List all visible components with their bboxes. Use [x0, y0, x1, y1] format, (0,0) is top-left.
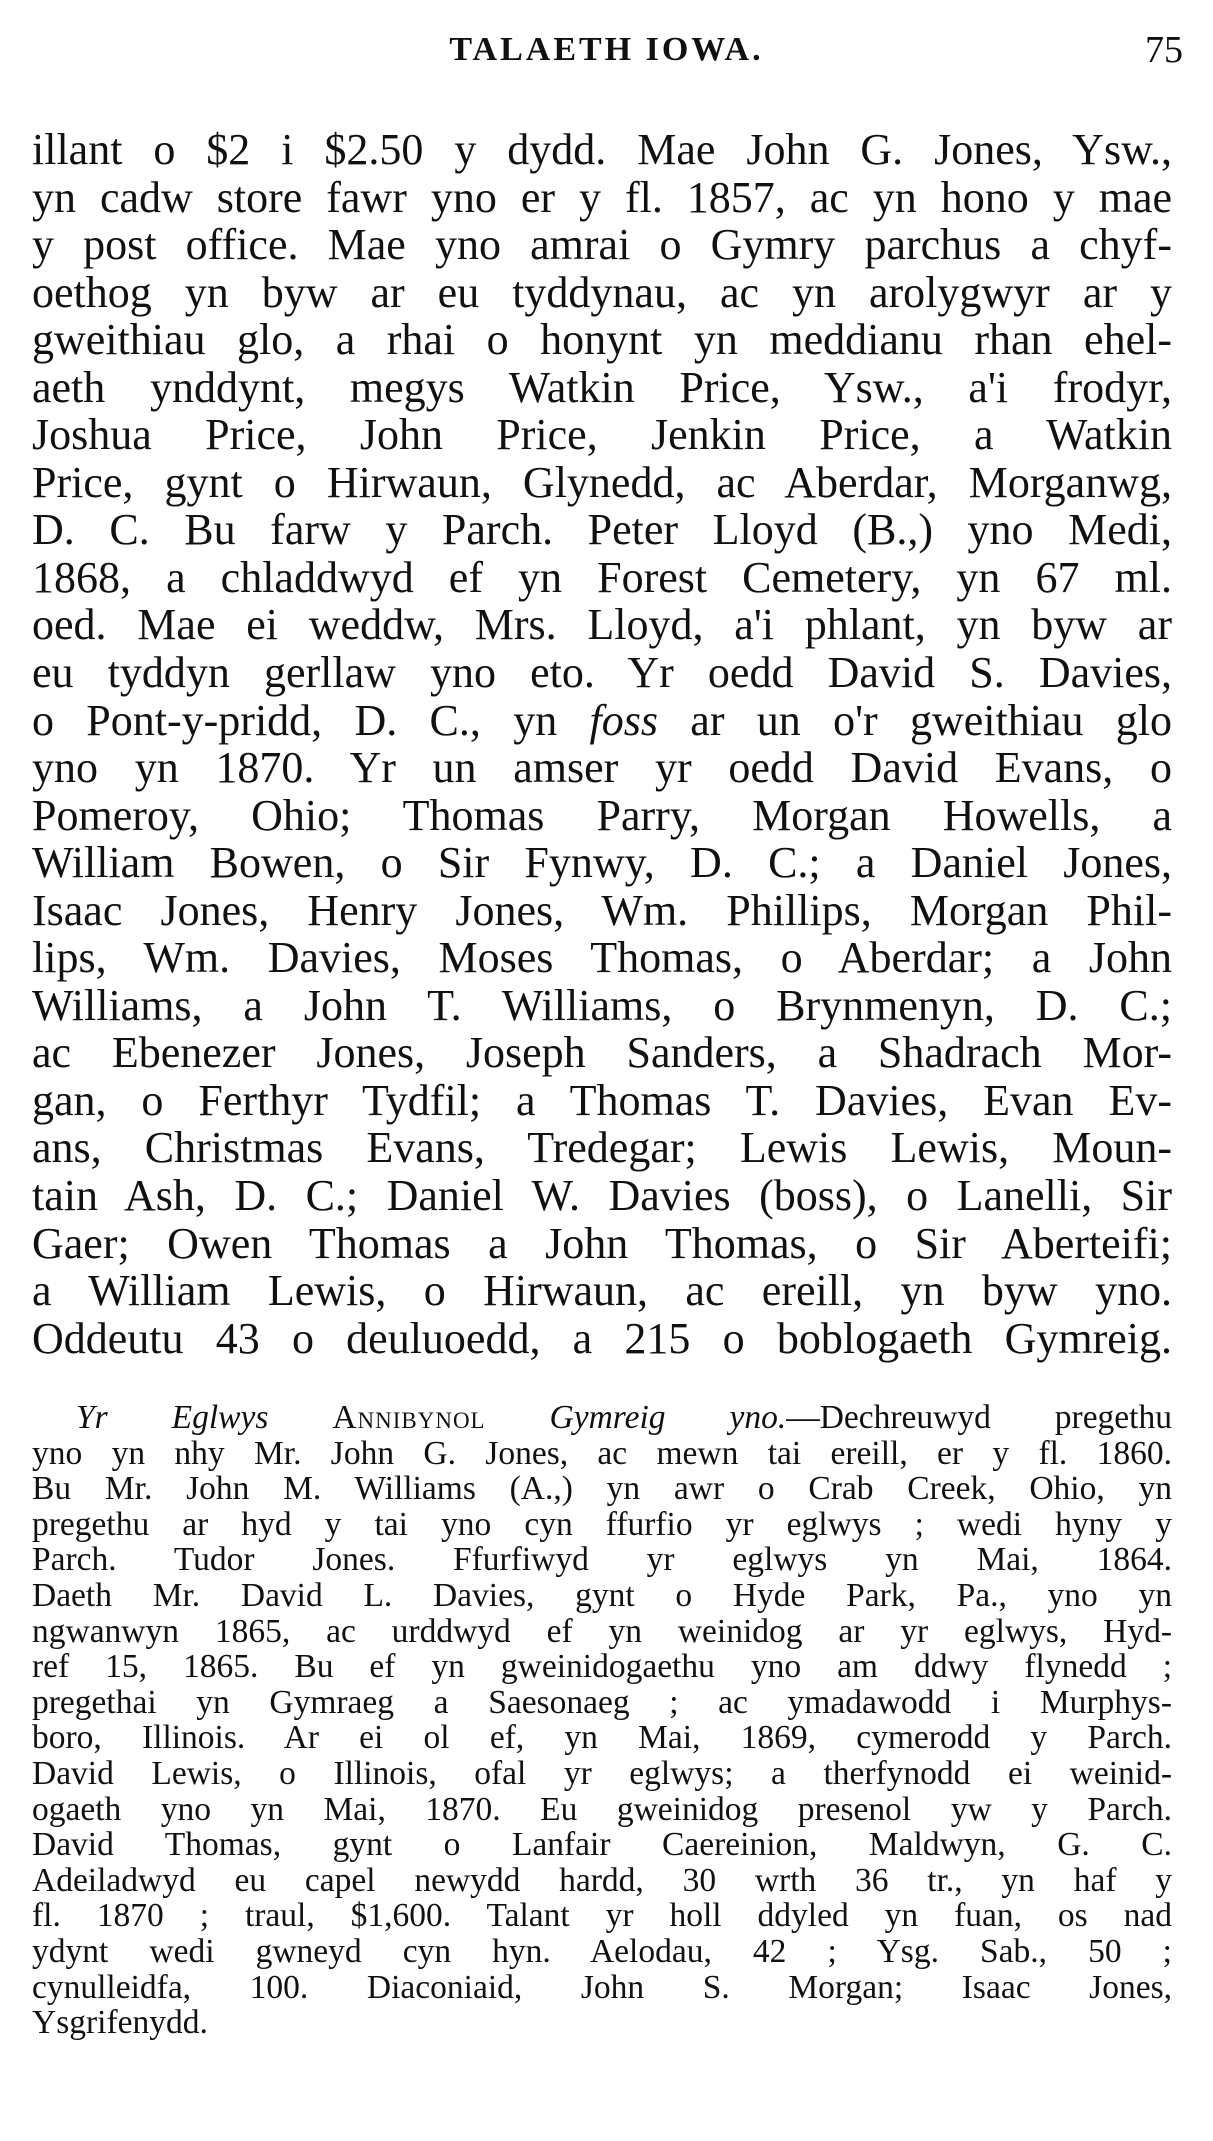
note-first-line-text: —Dechreuwyd pregethu [786, 1399, 1172, 1436]
note-line: Daeth Mr. David L. Davies, gynt o Hyde Park, Pa., yno yn [32, 1576, 1172, 1614]
note-heading-italic: Gymreig yno. [549, 1399, 787, 1436]
text-line: D. C. Bu farw y Parch. Peter Lloyd (B.,) yno Medi, [32, 505, 1172, 555]
text-line: aeth ynddynt, megys Watkin Price, Ysw., a'i frodyr, [32, 362, 1172, 412]
note-line: Adeiladwyd eu capel newydd hardd, 30 wrth 36 tr., yn haf y [32, 1861, 1172, 1899]
italic-word: foss [589, 695, 658, 745]
text-line: gan, o Ferthyr Tydfil; a Thomas T. Davies, Evan Ev- [32, 1075, 1172, 1125]
note-line: Bu Mr. John M. Williams (A.,) yn awr o Crab Creek, Ohio, yn [32, 1470, 1172, 1508]
text-line: Isaac Jones, Henry Jones, Wm. Phillips, Morgan Phil- [32, 885, 1172, 935]
text-line: ac Ebenezer Jones, Joseph Sanders, a Shadrach Mor- [32, 1028, 1172, 1078]
text-line: o Pont-y-pridd, D. C., yn foss ar un o'r gweithiau glo [32, 695, 1173, 745]
note-heading-smallcaps: Annibynol [332, 1399, 486, 1436]
text-line: William Bowen, o Sir Fynwy, D. C.; a Daniel Jones, [32, 838, 1172, 888]
text-line: Oddeutu 43 o deuluoedd, a 215 o boblogaeth Gymreig. [32, 1313, 1172, 1363]
note-line: David Lewis, o Illinois, ofal yr eglwys; a therfynodd ei weinid- [32, 1754, 1172, 1792]
note-line: ngwanwyn 1865, ac urddwyd ef yn weinidog ar yr eglwys, Hyd- [32, 1612, 1172, 1650]
text-line: Williams, a John T. Williams, o Brynmenyn, D. C.; [32, 980, 1172, 1030]
note-line: ref 15, 1865. Bu ef yn gweinidogaethu yno am ddwy flynedd ; [32, 1648, 1172, 1686]
text-line: Joshua Price, John Price, Jenkin Price, a Watkin [32, 410, 1172, 460]
running-title: TALAETH IOWA. [449, 31, 764, 68]
note-line: pregethu ar hyd y tai yno cyn ffurfio yr eglwys ; wedi hyny y [32, 1505, 1172, 1543]
text-line: lips, Wm. Davies, Moses Thomas, o Aberdar; a John [32, 933, 1172, 983]
text-line: gweithiau glo, a rhai o honynt yn meddianu rhan ehel- [32, 315, 1172, 365]
text-line: yno yn 1870. Yr un amser yr oedd David Evans, o [32, 743, 1172, 793]
text-line: Gaer; Owen Thomas a John Thomas, o Sir Aberteifi; [32, 1218, 1172, 1268]
text-line: illant o $2 i $2.50 y dydd. Mae John G. Jones, Ysw., [32, 125, 1172, 174]
note-line: ogaeth yno yn Mai, 1870. Eu gweinidog presenol yw y Parch. [32, 1790, 1172, 1828]
text-line: 1868, a chladdwyd ef yn Forest Cemetery, yn 67 ml. [32, 552, 1172, 602]
note-line: boro, Illinois. Ar ei ol ef, yn Mai, 1869, cymerodd y Parch. [32, 1719, 1172, 1757]
text-line: Price, gynt o Hirwaun, Glynedd, ac Aberdar, Morganwg, [32, 457, 1172, 507]
note-line: pregethai yn Gymraeg a Saesonaeg ; ac ymadawodd i Murphys- [32, 1683, 1172, 1721]
note-line: ydynt wedi gwneyd cyn hyn. Aelodau, 42 ; Ysg. Sab., 50 ; [32, 1932, 1172, 1970]
page-header [30, 24, 1183, 76]
text-line: oed. Mae ei weddw, Mrs. Lloyd, a'i phlant, yn byw ar [32, 600, 1172, 650]
text-line: y post office. Mae yno amrai o Gymry parchus a chyf- [32, 220, 1172, 270]
note-line: yno yn nhy Mr. John G. Jones, ac mewn tai ereill, er y fl. 1860. [32, 1434, 1172, 1472]
note-line: cynulleidfa, 100. Diaconiaid, John S. Morgan; Isaac Jones, [32, 1968, 1172, 2006]
note-line: David Thomas, gynt o Lanfair Caereinion, Maldwyn, G. C. [32, 1826, 1172, 1864]
text-line: eu tyddyn gerllaw yno eto. Yr oedd David S. Davies, [32, 648, 1172, 698]
church-note-paragraph [32, 1400, 1172, 2041]
main-paragraph [32, 126, 1172, 1362]
note-heading-italic: Yr Eglwys [76, 1399, 269, 1436]
note-line: Ysgrifenydd. [32, 2004, 208, 2042]
text-line: ans, Christmas Evans, Tredegar; Lewis Lewis, Moun- [32, 1123, 1172, 1173]
note-line: fl. 1870 ; traul, $1,600. Talant yr holl ddyled yn fuan, os nad [32, 1897, 1172, 1935]
text-line: a William Lewis, o Hirwaun, ac ereill, yn byw yno. [32, 1266, 1172, 1316]
page-number: 75 [1145, 29, 1183, 71]
note-line [32, 1400, 1172, 1436]
text-line: yn cadw store fawr yno er y fl. 1857, ac yn hono y mae [32, 172, 1172, 222]
text-line: Pomeroy, Ohio; Thomas Parry, Morgan Howells, a [32, 790, 1172, 840]
text-line: tain Ash, D. C.; Daniel W. Davies (boss), o Lanelli, Sir [32, 1171, 1172, 1221]
note-line: Parch. Tudor Jones. Ffurfiwyd yr eglwys yn Mai, 1864. [32, 1541, 1172, 1579]
text-line: oethog yn byw ar eu tyddynau, ac yn arolygwyr ar y [32, 267, 1172, 317]
